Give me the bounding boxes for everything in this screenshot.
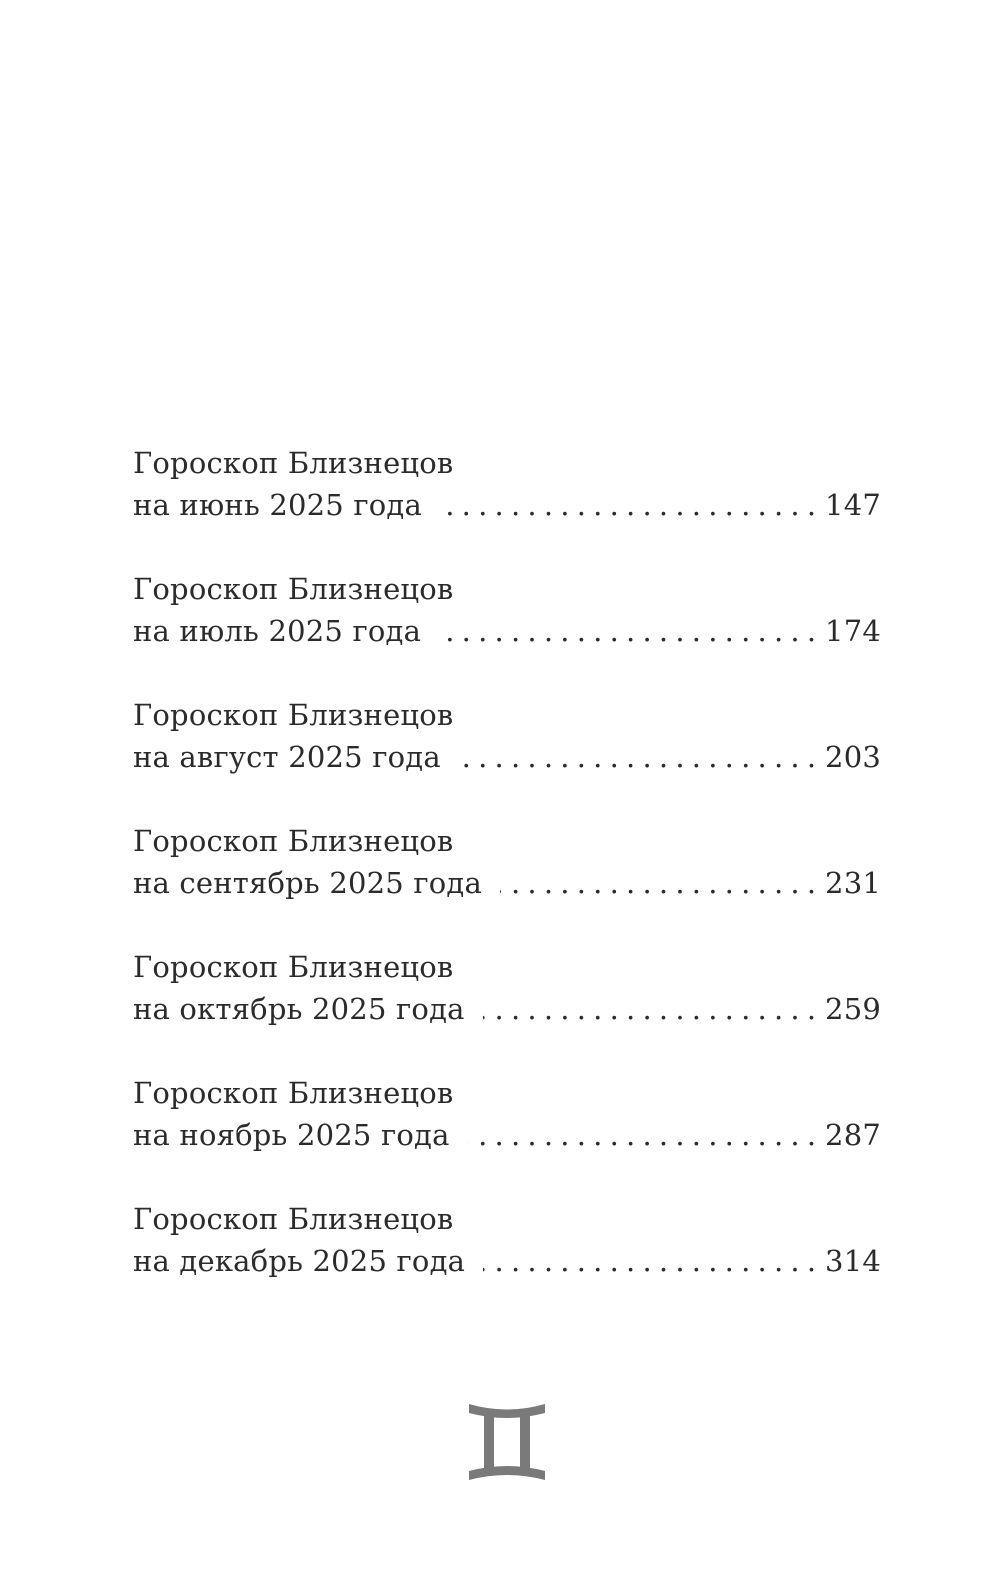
toc-entry-september[interactable]	[133, 820, 881, 946]
toc-entry-november[interactable]	[133, 1072, 881, 1198]
toc-entry-line	[133, 1240, 881, 1282]
toc-entry-subtitle: на июнь 2025 года	[133, 488, 422, 522]
toc-entry-subtitle: на октябрь 2025 года	[133, 992, 465, 1026]
gemini-bottom-bar	[469, 1466, 545, 1480]
toc-entry-subtitle: на август 2025 года	[133, 740, 441, 774]
gemini-zodiac-icon	[466, 1400, 548, 1484]
toc-dot-leader	[500, 862, 815, 904]
toc-page-number: 174	[825, 614, 881, 648]
toc-entry-december[interactable]	[133, 1198, 881, 1324]
gemini-zodiac-svg	[466, 1400, 548, 1484]
toc-dot-leader	[439, 610, 815, 652]
toc-entry-title: Гороскоп Близнецов	[133, 950, 454, 984]
toc-dot-leader	[468, 1114, 815, 1156]
toc-entry-title: Гороскоп Близнецов	[133, 824, 454, 858]
toc-entry-subtitle: на ноябрь 2025 года	[133, 1118, 450, 1152]
toc-dot-leader	[483, 988, 815, 1030]
gemini-left-pillar	[484, 1414, 494, 1470]
toc-entry-subtitle: на декабрь 2025 года	[133, 1244, 466, 1278]
table-of-contents	[133, 442, 881, 1324]
gemini-glyph-shape	[469, 1404, 545, 1480]
toc-entry-line	[133, 484, 881, 526]
toc-page-number: 147	[825, 488, 881, 522]
toc-dot-leader	[440, 484, 815, 526]
toc-entry-title: Гороскоп Близнецов	[133, 572, 454, 606]
toc-entry-line	[133, 862, 881, 904]
toc-page-number: 203	[825, 740, 881, 774]
toc-entry-title: Гороскоп Близнецов	[133, 1076, 454, 1110]
toc-page-number: 259	[825, 992, 881, 1026]
toc-entry-october[interactable]	[133, 946, 881, 1072]
toc-page-number: 287	[825, 1118, 881, 1152]
gemini-top-bar	[469, 1404, 545, 1418]
toc-dot-leader	[459, 736, 815, 778]
toc-entry-july[interactable]	[133, 568, 881, 694]
toc-entry-august[interactable]	[133, 694, 881, 820]
toc-entry-title: Гороскоп Близнецов	[133, 446, 454, 480]
toc-page-number: 231	[825, 866, 881, 900]
toc-entry-title: Гороскоп Близнецов	[133, 1202, 454, 1236]
toc-entry-june[interactable]	[133, 442, 881, 568]
toc-entry-line	[133, 988, 881, 1030]
toc-page-number: 314	[825, 1244, 881, 1278]
toc-entry-title: Гороскоп Близнецов	[133, 698, 454, 732]
toc-entry-line	[133, 1114, 881, 1156]
toc-entry-subtitle: на сентябрь 2025 года	[133, 866, 482, 900]
gemini-right-pillar	[520, 1414, 530, 1470]
toc-entry-line	[133, 610, 881, 652]
toc-entry-subtitle: на июль 2025 года	[133, 614, 422, 648]
toc-dot-leader	[483, 1240, 815, 1282]
toc-entry-line	[133, 736, 881, 778]
